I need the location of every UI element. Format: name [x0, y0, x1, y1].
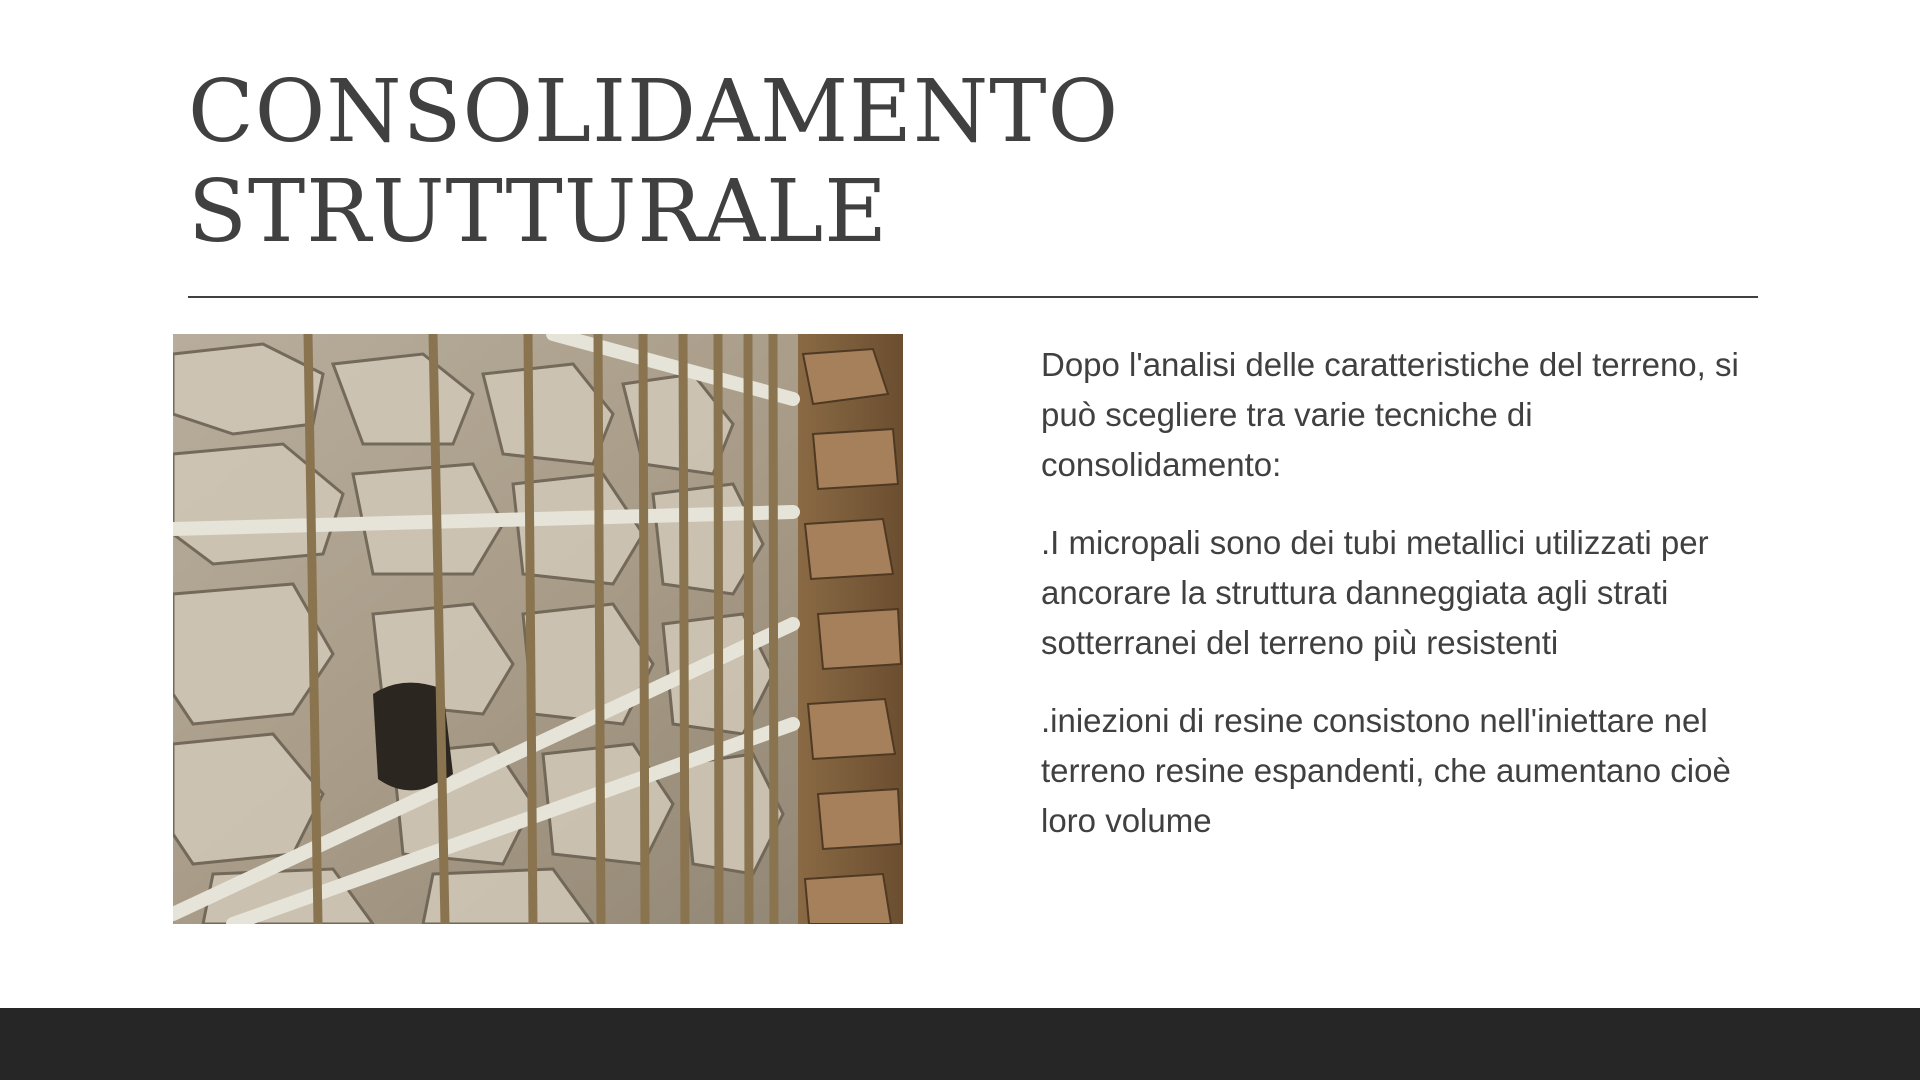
paragraph-intro: Dopo l'analisi delle caratteristiche del terreno, si può scegliere tra varie tecniche di consolidamento: — [1041, 346, 1739, 483]
title-divider — [188, 296, 1758, 298]
stone-wall-mesh-photo — [173, 334, 903, 924]
footer-bar — [0, 1008, 1920, 1080]
body-text — [1041, 340, 1761, 874]
paragraph-micropali: .I micropali sono dei tubi metallici utilizzati per ancorare la struttura danneggiata agli strati sotterranei del terreno più resistenti — [1041, 524, 1709, 661]
title-line-1: CONSOLIDAMENTO — [188, 62, 1120, 162]
title-line-2: STRUTTURALE — [188, 162, 889, 262]
paragraph-iniezioni: .iniezioni di resine consistono nell'iniettare nel terreno resine espandenti, che aumentano cioè loro volume — [1041, 702, 1731, 839]
slide-title — [188, 62, 1588, 262]
